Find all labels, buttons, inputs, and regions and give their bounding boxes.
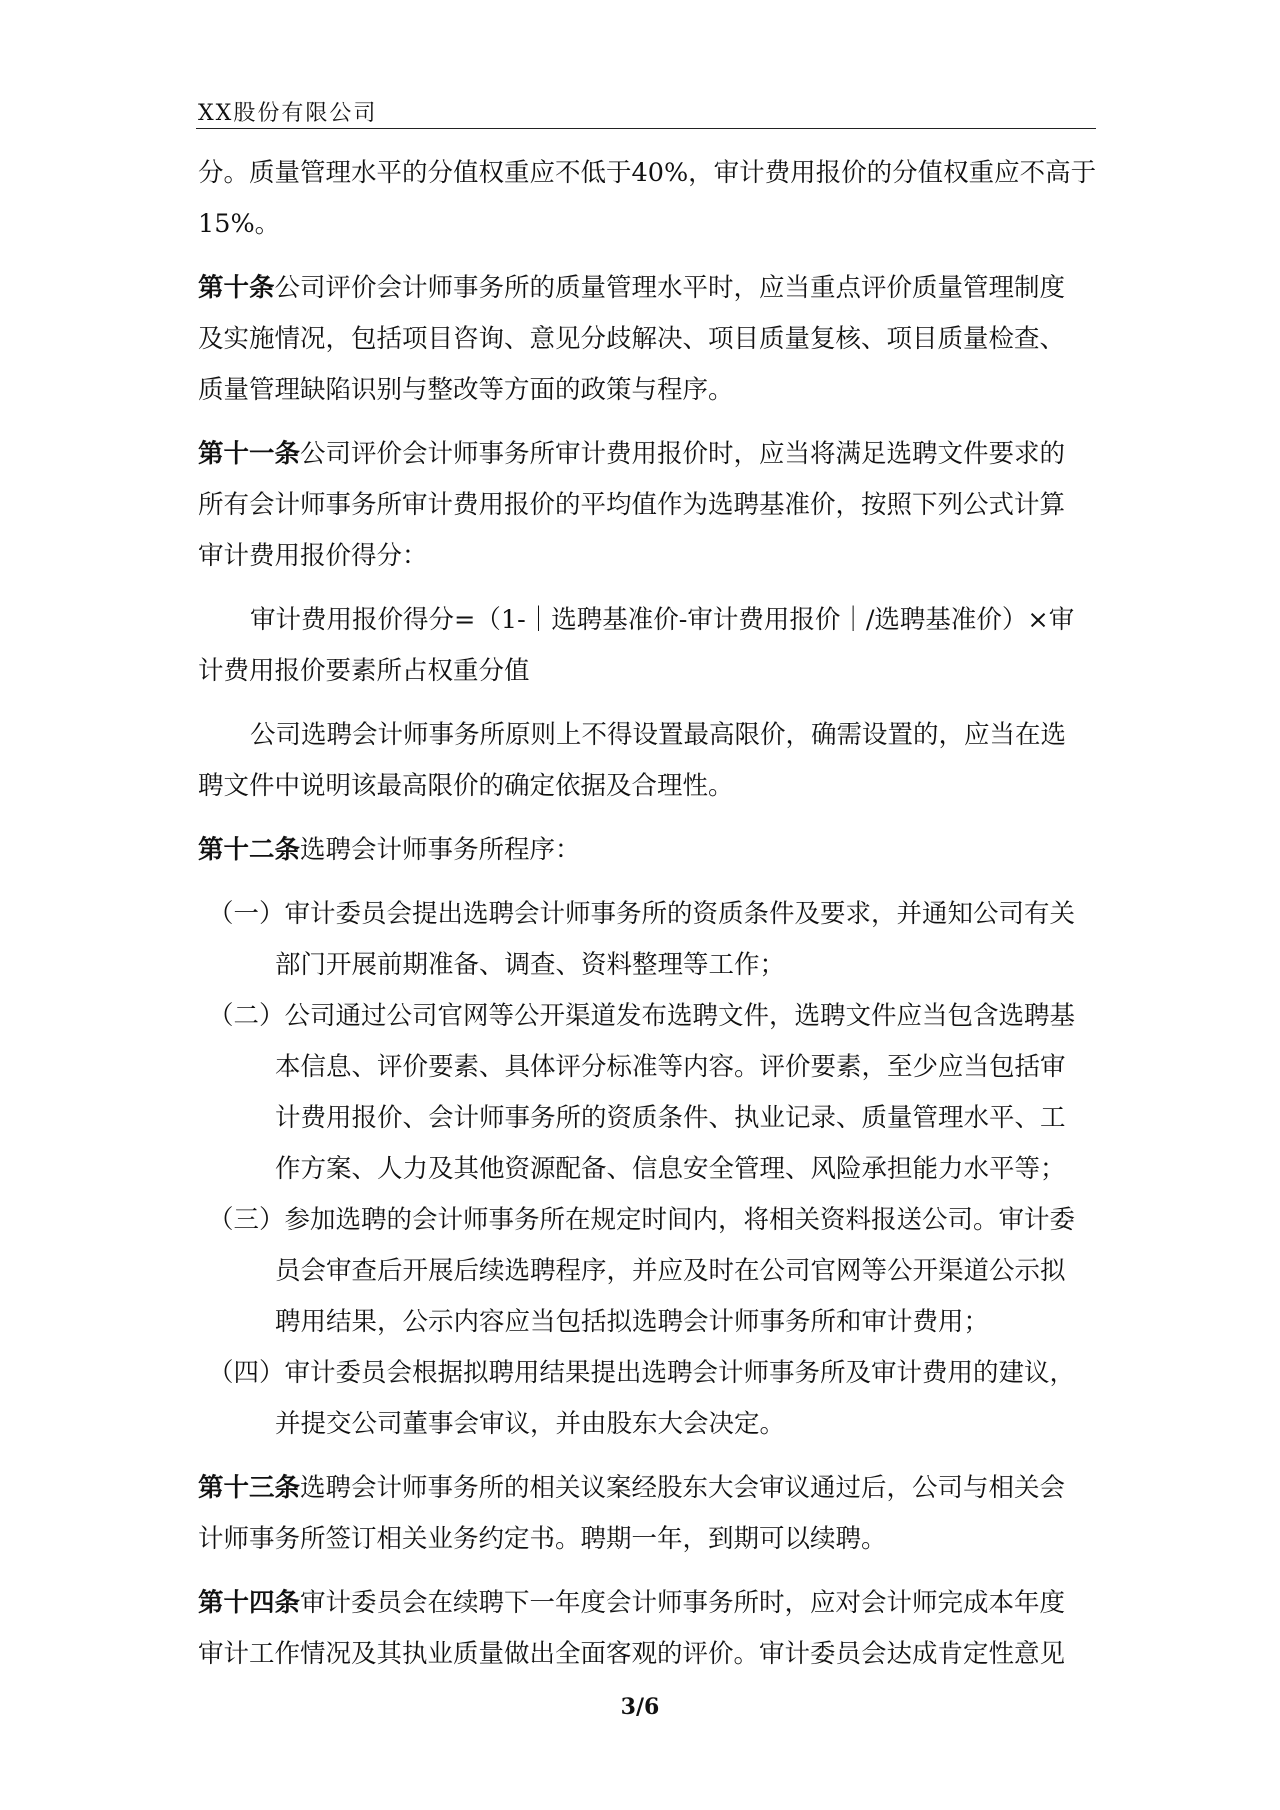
article-label: 第十三条 xyxy=(198,1473,301,1503)
article-14 xyxy=(198,1578,1098,1680)
company-header: XX股份有限公司 xyxy=(198,101,378,126)
text-line: 审计委员会在续聘下一年度会计师事务所时，应对会计师完成本年度 xyxy=(300,1588,1066,1618)
header-divider xyxy=(196,128,1096,129)
score-formula xyxy=(198,595,1098,697)
text-line: （四）审计委员会根据拟聘用结果提出选聘会计师事务所及审计费用的建议， xyxy=(208,1358,1076,1388)
text-line: 质量管理缺陷识别与整改等方面的政策与程序。 xyxy=(198,375,734,405)
article-12 xyxy=(198,825,1098,876)
article-label: 第十二条 xyxy=(198,835,301,865)
list-item xyxy=(198,1195,1098,1348)
text-line: 并提交公司董事会审议，并由股东大会决定。 xyxy=(275,1409,786,1439)
text-line: 分。质量管理水平的分值权重应不低于40%，审计费用报价的分值权重应不高于 xyxy=(198,158,1097,188)
text-line: 计费用报价、会计师事务所的资质条件、执业记录、质量管理水平、工 xyxy=(275,1103,1066,1133)
list-item xyxy=(198,889,1098,991)
text-line: 及实施情况，包括项目咨询、意见分歧解决、项目质量复核、项目质量检查、 xyxy=(198,324,1066,354)
max-price-paragraph xyxy=(198,710,1098,812)
paragraph-continuation xyxy=(198,148,1098,250)
text-line: 员会审查后开展后续选聘程序，并应及时在公司官网等公开渠道公示拟 xyxy=(275,1256,1066,1286)
article-11 xyxy=(198,429,1098,582)
text-line: （二）公司通过公司官网等公开渠道发布选聘文件，选聘文件应当包含选聘基 xyxy=(208,1001,1076,1031)
text-line: 选聘会计师事务所程序： xyxy=(300,835,581,865)
text-line: 部门开展前期准备、调查、资料整理等工作； xyxy=(275,950,786,980)
document-body xyxy=(198,148,1098,1680)
article-label: 第十一条 xyxy=(198,439,301,469)
text-line: 审计费用报价得分： xyxy=(198,541,428,571)
text-line: 公司选聘会计师事务所原则上不得设置最高限价，确需设置的，应当在选 xyxy=(250,720,1067,750)
text-line: 公司评价会计师事务所审计费用报价时，应当将满足选聘文件要求的 xyxy=(300,439,1066,469)
article-label: 第十条 xyxy=(198,273,275,303)
text-line: （一）审计委员会提出选聘会计师事务所的资质条件及要求，并通知公司有关 xyxy=(208,899,1076,929)
text-line: 作方案、人力及其他资源配备、信息安全管理、风险承担能力水平等； xyxy=(275,1154,1066,1184)
procedure-list xyxy=(198,889,1098,1450)
page-number: 3/6 xyxy=(620,1694,660,1720)
article-13 xyxy=(198,1463,1098,1565)
text-line: 本信息、评价要素、具体评分标准等内容。评价要素，至少应当包括审 xyxy=(275,1052,1066,1082)
article-10 xyxy=(198,263,1098,416)
article-label: 第十四条 xyxy=(198,1588,301,1618)
text-line: 公司评价会计师事务所的质量管理水平时，应当重点评价质量管理制度 xyxy=(274,273,1066,303)
text-line: 审计费用报价得分=（1-｜选聘基准价-审计费用报价｜/选聘基准价）×审 xyxy=(250,605,1075,635)
text-line: 聘文件中说明该最高限价的确定依据及合理性。 xyxy=(198,771,734,801)
text-line: 选聘会计师事务所的相关议案经股东大会审议通过后，公司与相关会 xyxy=(300,1473,1066,1503)
list-item xyxy=(198,991,1098,1195)
text-line: 审计工作情况及其执业质量做出全面客观的评价。审计委员会达成肯定性意见 xyxy=(198,1639,1066,1669)
text-line: 计师事务所签订相关业务约定书。聘期一年，到期可以续聘。 xyxy=(198,1524,887,1554)
text-line: （三）参加选聘的会计师事务所在规定时间内，将相关资料报送公司。审计委 xyxy=(208,1205,1076,1235)
list-item xyxy=(198,1348,1098,1450)
text-line: 聘用结果，公示内容应当包括拟选聘会计师事务所和审计费用； xyxy=(275,1307,990,1337)
text-line: 15%。 xyxy=(198,209,281,239)
text-line: 计费用报价要素所占权重分值 xyxy=(198,656,530,686)
text-line: 所有会计师事务所审计费用报价的平均值作为选聘基准价，按照下列公式计算 xyxy=(198,490,1066,520)
